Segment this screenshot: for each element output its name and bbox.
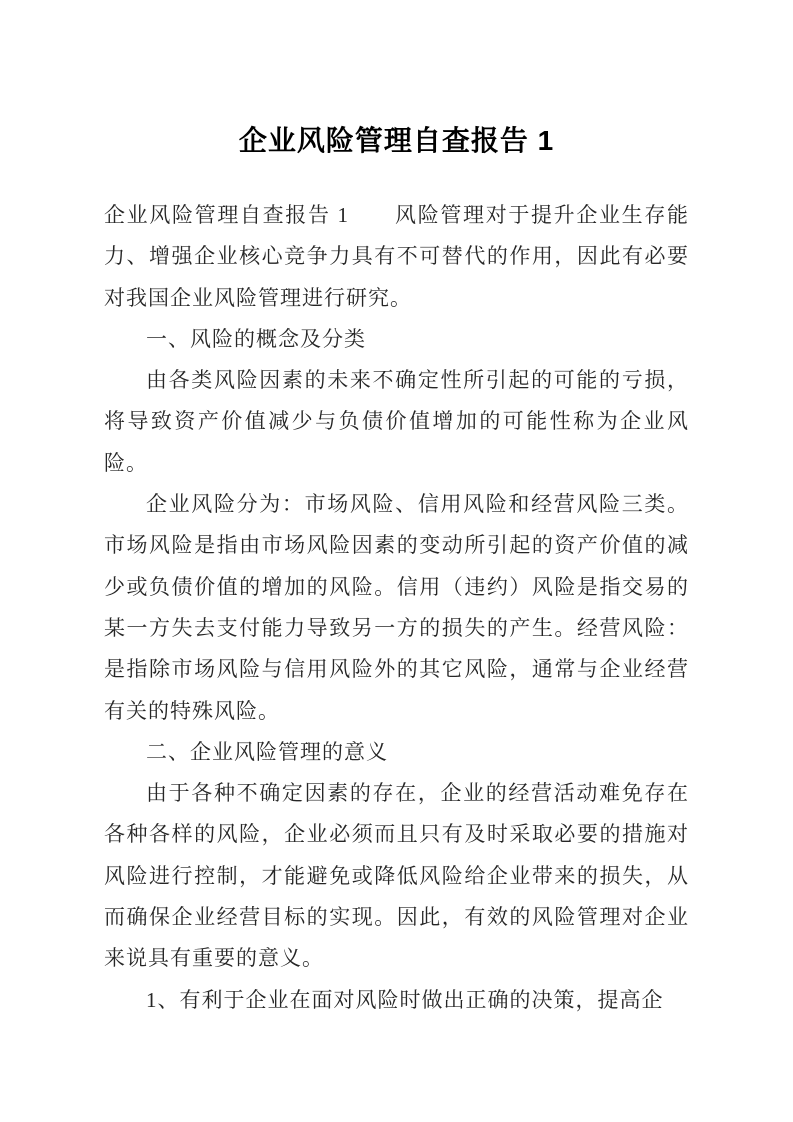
section-heading-5: 二、企业风险管理的意义 xyxy=(146,739,388,764)
paragraph-3: 由各类风险因素的未来不确定性所引起的可能的亏损，将导致资产价值减少与负债价值增加的可能性称为企业风险。 xyxy=(104,368,689,475)
document-title: 企业风险管理自查报告 1 xyxy=(238,125,555,156)
paragraph-6: 由于各种不确定因素的存在，企业的经营活动难免存在各种各样的风险，企业必须而且只有及时采取必要的措施对风险进行控制，才能避免或降低风险给企业带来的损失，从而确保企业经营目标的实现。因此，有效的风险管理对企业来说具有重要的意义。 xyxy=(104,781,689,971)
paragraph-7: 1、有利于企业在面对风险时做出正确的决策，提高企 xyxy=(146,987,664,1012)
document-body xyxy=(0,195,793,1021)
section-heading-2: 一、风险的概念及分类 xyxy=(146,326,366,351)
paragraph-4: 企业风险分为：市场风险、信用风险和经营风险三类。市场风险是指由市场风险因素的变动所引起的资产价值的减少或负债价值的增加的风险。信用（违约）风险是指交易的某一方失去支付能力导致另一方的损失的产生。经营风险：是指除市场风险与信用风险外的其它风险，通常与企业经营有关的特殊风险。 xyxy=(104,492,689,723)
paragraph-1: 企业风险管理自查报告 1 风险管理对于提升企业生存能力、增强企业核心竞争力具有不可替代的作用，因此有必要对我国企业风险管理进行研究。 xyxy=(104,203,689,310)
